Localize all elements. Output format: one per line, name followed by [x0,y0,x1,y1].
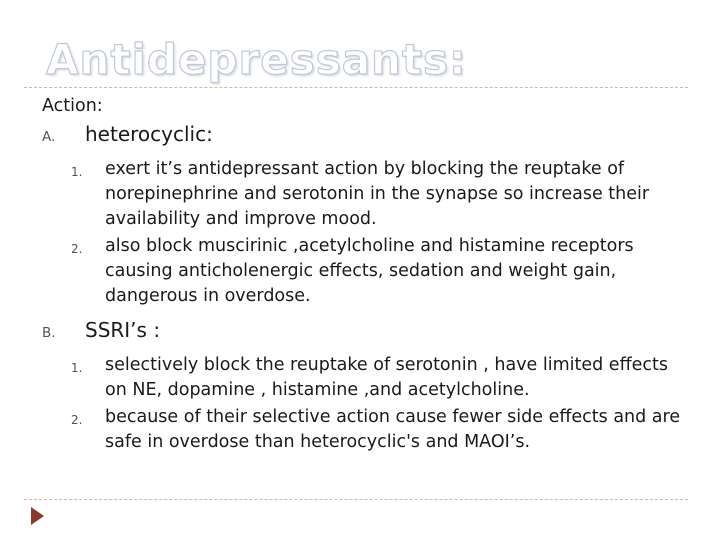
section-marker: A. [42,129,56,145]
heterocyclic-list [42,157,692,309]
ssri-list [42,353,692,455]
slide-title: Antidepressants: [46,35,467,84]
action-heading: Action: [42,96,103,116]
item-number: 1. [71,361,83,375]
section-label: SSRI’s : [85,318,161,342]
item-text: selectively block the reuptake of serotonin , have limited effects on NE, dopamine , histamine ,and acetylcholine. [105,355,668,400]
list-item [42,234,692,309]
item-text: exert it’s antidepressant action by blocking the reuptake of norepinephrine and serotonin in the synapse so increase their availability and improve mood. [105,159,650,229]
section-label: heterocyclic: [85,122,213,146]
list-item [42,157,692,232]
item-number: 2. [71,413,83,427]
slide-body [42,94,692,464]
triangle-right-icon[interactable] [31,507,44,525]
item-number: 1. [71,165,83,179]
section-ssri-heading [42,318,692,349]
section-heterocyclic-heading [42,122,692,153]
list-item [42,353,692,403]
item-text: also block muscirinic ,acetylcholine and histamine receptors causing anticholenergic effects, sedation and weight gain, dangerous in overdose. [105,236,634,306]
footer-divider [24,499,688,500]
item-number: 2. [71,242,83,256]
section-marker: B. [42,325,56,341]
item-text: because of their selective action cause fewer side effects and are safe in overdose than heterocyclic's and MAOI’s. [105,407,681,452]
title-divider [24,87,688,88]
list-item [42,405,692,455]
